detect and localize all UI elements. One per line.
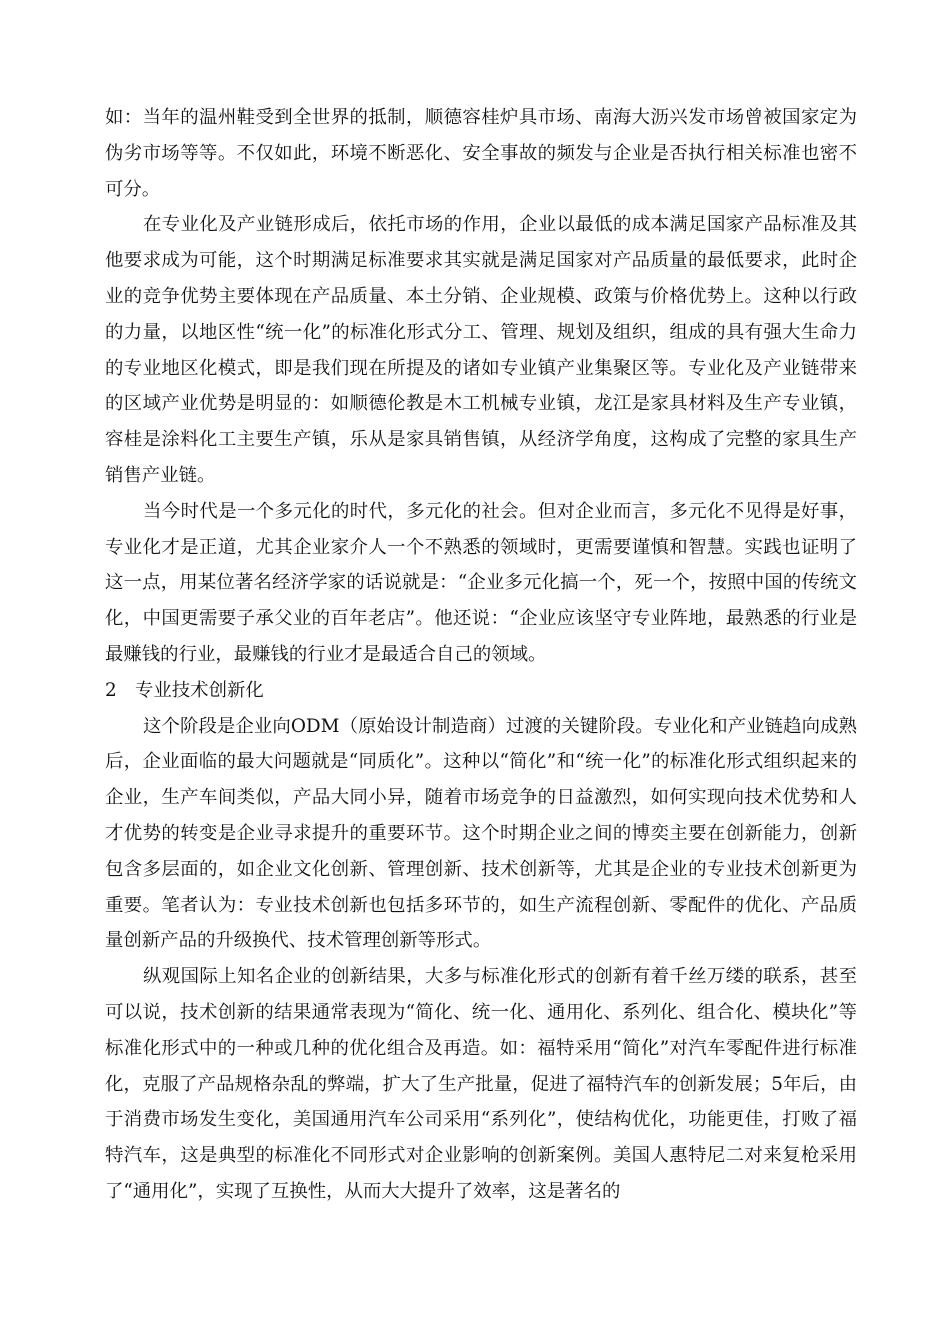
section-title: 专业技术创新化 <box>135 679 264 701</box>
paragraph-2: 在专业化及产业链形成后，依托市场的作用，企业以最低的成本满足国家产品标准及其他要求成为可能，这个时期满足标准要求其实就是满足国家对产品质量的最低要求，此时企业的竞争优势主要体现在产品质量、本土分销、企业规模、政策与价格优势上。这种以行政的力量，以地区性“统一化”的标准化形式分工、管理、规划及组织，组成的具有强大生命力的专业地区化模式，即是我们现在所提及的诸如专业镇产业集聚区等。专业化及产业链带来的区域产业优势是明显的：如顺德伦教是木工机械专业镇，龙江是家具材料及生产专业镇，容桂是涂料化工主要生产镇，乐从是家具销售镇，从经济学角度，这构成了完整的家具生产销售产业链。 <box>105 214 857 486</box>
paragraph-3: 当今时代是一个多元化的时代，多元化的社会。但对企业而言，多元化不见得是好事，专业化才是正道，尤其企业家介人一个不熟悉的领域时，更需要谨慎和智慧。实践也证明了这一点，用某位著名经济学家的话说就是：“企业多元化搞一个，死一个，按照中国的传统文化，中国更需要子承父业的百年老店”。他还说：“企业应该坚守专业阵地，最熟悉的行业是最赚钱的行业，最赚钱的行业才是最适合自己的领域。 <box>105 500 857 665</box>
section-number: 2 <box>105 679 117 701</box>
section-heading <box>105 673 857 709</box>
paragraph-1: 如：当年的温州鞋受到全世界的抵制，顺德容桂炉具市场、南海大沥兴发市场曾被国家定为伪劣市场等等。不仅如此，环境不断恶化、安全事故的频发与企业是否执行相关标准也密不可分。 <box>105 107 857 200</box>
paragraph-5: 纵观国际上知名企业的创新结果，大多与标准化形式的创新有着千丝万缕的联系，甚至可以说，技术创新的结果通常表现为“简化、统一化、通用化、系列化、组合化、模块化”等标准化形式中的一种或几种的优化组合及再造。如：福特采用“简化”对汽车零配件进行标准化，克服了产品规格杂乱的弊端，扩大了生产批量，促进了福特汽车的创新发展；5年后，由于消费市场发生变化，美国通用汽车公司采用“系列化”，使结构优化，功能更佳，打败了福特汽车，这是典型的标准化不同形式对企业影响的创新案例。美国人惠特尼二对来复枪采用了“通用化”，实现了互换性，从而大大提升了效率，这是著名的 <box>105 966 857 1202</box>
paragraph-4: 这个阶段是企业向ODM（原始设计制造商）过渡的关键阶段。专业化和产业链趋向成熟后，企业面临的最大问题就是“同质化”。这种以“简化”和“统一化”的标准化形式组织起来的企业，生产车间类似，产品大同小异，随着市场竞争的日益激烈，如何实现向技术优势和人才优势的转变是企业寻求提升的重要环节。这个时期企业之间的博奕主要在创新能力，创新包含多层面的，如企业文化创新、管理创新、技术创新等，尤其是企业的专业技术创新更为重要。笔者认为：专业技术创新也包括多环节的，如生产流程创新、零配件的优化、产品质量创新产品的升级换代、技术管理创新等形式。 <box>105 715 857 952</box>
document-body <box>105 100 857 1210</box>
